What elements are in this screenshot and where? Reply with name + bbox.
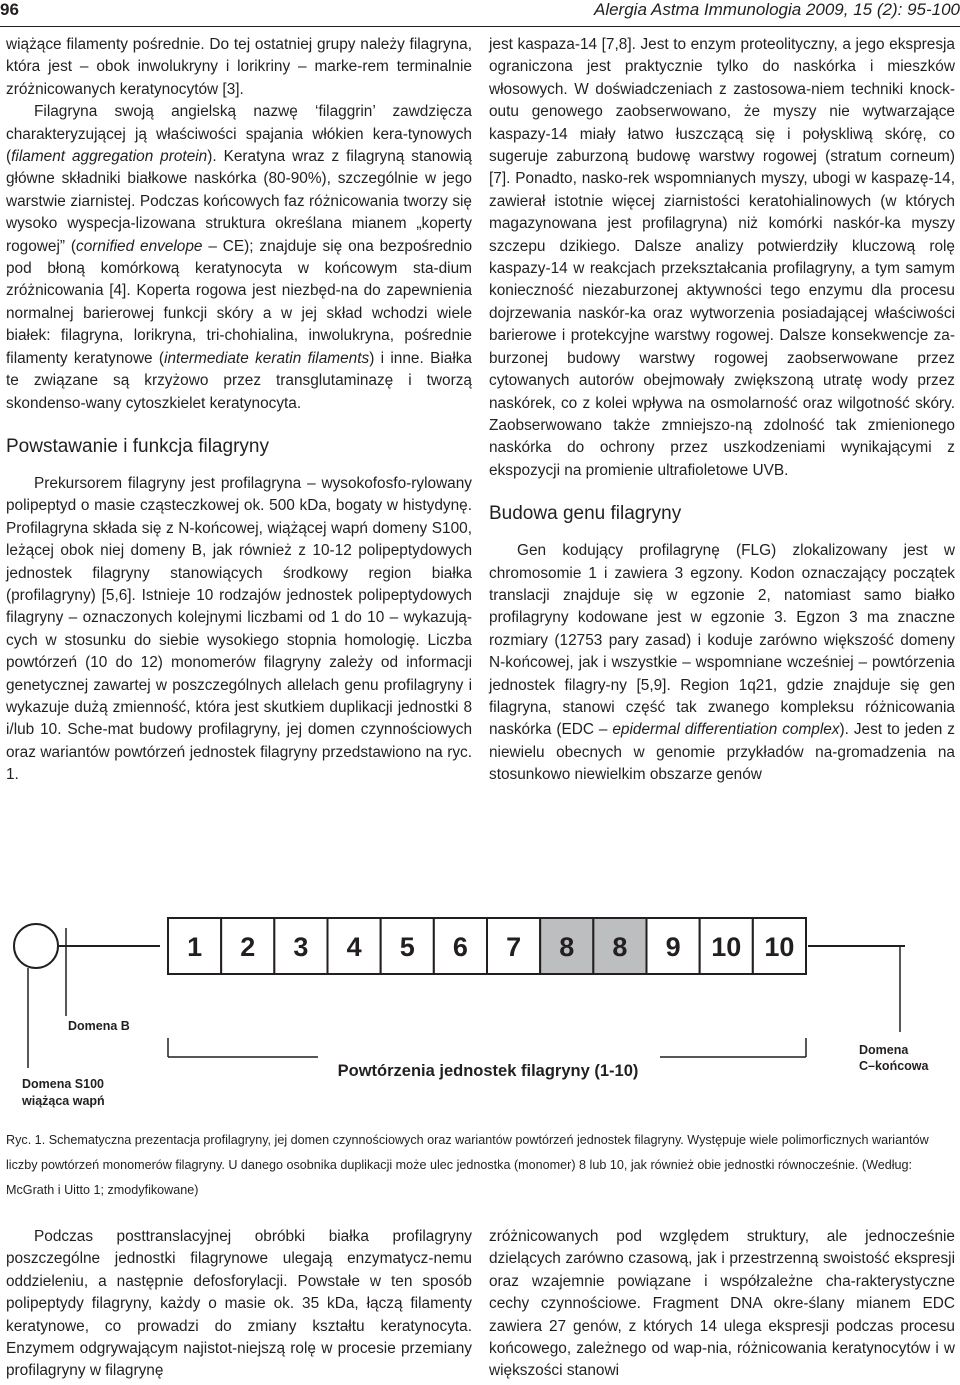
filaggrin-unit-label: 8 [612, 932, 628, 962]
section-heading: Budowa genu filagryny [489, 503, 682, 525]
paragraph: Prekursorem filagryny jest profilagryna – wysokofosfo-rylowany polipeptyd o masie cząsteczkowej ok. 500 kDa, bogaty w histydynę. Profilagryna składa się z N-końcowej, wiążącej wapń domeny S100, leżącej obok niej domeny B, jak również z 10-12 polipeptydowych jednostek filagryny stanowiących środkowy region białka (profilagryny) [5,6]. Istnieje 10 rodzajów jednostek polipeptydowych filagryny – oznaczonych kolejnymi liczbami od 1 do 10 – wykazują-cych w stosunku do siebie wysokiego stopnia homologię. Liczba powtórzeń (10 do 12) monomerów filagryny zależy od informacji genetycznej zawartej w poszczególnych allelach genu profilagryny i wykazuje dużą zmienność, która jest skutkiem duplikacji jednostki 8 i/lub 10. Sche-mat budowy profilagryny, jej domen czynnościowych oraz wariantów powtórzeń jednostek filagryny przedstawiono na ryc. 1. [6, 474, 472, 784]
left-column-top [6, 34, 472, 787]
filaggrin-unit-label: 5 [399, 932, 415, 962]
figure-caption: Ryc. 1. Schematyczna prezentacja profilagryny, jej domen czynnościowych oraz wariantów powtórzeń jednostek filagryny. Występuje wiele polimorficznych wariantów liczby powtórzeń monomerów filagryny. U danego osobnika duplikacji może ulec jednostka (monomer) 8 lub 10, jak również obie jednostki równocześnie. (Według: McGrath i Uitto 1; zmodyfikowane) [6, 1133, 929, 1197]
filaggrin-units [168, 918, 806, 974]
profilaggrin-diagram [0, 902, 960, 1122]
figure-profilaggrin-schema [0, 902, 960, 1122]
header-rule [0, 26, 960, 27]
paragraph: wiążące filamenty pośrednie. Do tej ostatniej grupy należy filagryna, która jest – obok inwolukryny i lorikriny – marke-rem terminalnie zróżnicowanych keratynocytów [3]. [6, 36, 472, 98]
filaggrin-unit-label: 6 [452, 932, 468, 962]
filaggrin-unit-label: 1 [187, 932, 203, 962]
filaggrin-unit-label: 9 [665, 932, 681, 962]
paragraph: Podczas posttranslacyjnej obróbki białka profilagryny poszczególne jednostki filagrynowe ulegają enzymatycz-nemu oddzieleniu, a następnie defosforylacji. Powstałe w ten sposób polipeptydy filagryny, każdy o masie ok. 35 kDa, łączą filamenty keratynowe, co prowadzi do zmiany kształtu keratynocyta. Enzymem odgrywającym najistot-niejszą rolę w procesie przemiany profilagryny w filagrynę [6, 1228, 472, 1380]
paragraph: jest kaspaza-14 [7,8]. Jest to enzym proteolityczny, a jego ekspresja ograniczona jest praktycznie tylko do naskórka i mieszków włosowych. W doświadczeniach z zastosowa-niem techniki knock-outu genowego zaobserwowano, że myszy nie wytwarzające kaspazy-14 miały łatwo łuszczącą się i połyskliwą skórę, co sugeruje zaburzoną budowę warstwy rogowej (stratum corneum) [7]. Ponadto, nasko-rek wspomnianych myszy, ubogi w kaspazę-14, zawierał istotnie więcej ziarnistości keratohialinowych (w których magazynowana jest profilagryna) niż komórki naskór-ka myszy szczepu dzikiego. Dalsze analizy potwierdziły kluczową rolę kaspazy-14 w reakcjach przekształcania profilagryny, a tym samym konieczność niezaburzonej aktywności tego enzymu dla procesu dojrzewania naskór-ka oraz wytworzenia posiadającej właściwości barierowe i protekcyjne warstwy rogowej. Dalsze konsekwencje za-burzonej budowy warstwy rogowej zaobserwowane przez cytowanych autorów obejmowały zwiększoną utratę wody przez naskórek, co z kolei wpływa na osmolarność oraz wilgotność skóry. Zaobserwowano także zmniejszo-ną zdolność tak zmienionego naskórka do ochrony przez uszkodzeniami wynikającymi z ekspozycji na promienie ultrafioletowe UVB. [489, 36, 955, 479]
paragraph: Gen kodujący profilagrynę (FLG) zlokalizowany jest w chromosomie 1 i zawiera 3 egzony. Kodon oznaczający początek translacji znajduje się w egzonie 2, natomiast samo białko profilagryny kodowane jest w egzonie 3. Egzon 3 ma znaczne rozmiary (12753 pary zasad) i koduje zarówno większość domeny N-końcowej, jak i wszystkie – wspomniane wcześniej – powtórzenia jednostek filagry-ny [5,9]. Region 1q21, gdzie znajduje się gen filagryna, stanowi część tak zwanego kompleksu różnicowania naskórka (EDC – epidermal differentiation complex). Jest to jeden z niewielu obecnych w genomie przykładów na-gromadzenia na stosunkowo niewielkim obszarze genów [489, 542, 955, 784]
filaggrin-unit-label: 3 [293, 932, 309, 962]
label-repeats: Powtórzenia jednostek filagryny (1-10) [337, 1062, 639, 1080]
filaggrin-unit-label: 8 [559, 932, 575, 962]
right-column-top [489, 34, 955, 787]
label-c-domain-line2: C–końcowa [859, 1059, 929, 1073]
s100-domain-circle [14, 924, 58, 968]
label-domain-b: Domena B [68, 1019, 130, 1033]
page-number: 96 [0, 0, 19, 19]
journal-reference: Alergia Astma Immunologia 2009, 15 (2): 95-100 [593, 0, 960, 19]
right-column-bottom [489, 1226, 955, 1383]
label-s100-line1: Domena S100 [22, 1077, 104, 1091]
filaggrin-unit-label: 7 [506, 932, 522, 962]
paragraph: Filagryna swoją angielską nazwę ‘filaggrin’ zawdzięcza charakteryzującej ją właściwości spajania włókien kera-tynowych (filament aggregation protein). Keratyna wraz z filagryną stanowią główne składniki białkowe naskórka (80-90%), szczególnie w jego warstwie ziarnistej. Podczas końcowych faz różnicowania tworzy się wysoko wyspecja-lizowana struktura określana mianem „koperty rogowej” (cornified envelope – CE); znajduje się ona bezpośrednio pod błoną komórkową keratynocyta w końcowym sta-dium zróżnicowania [4]. Koperta rogowa jest niezbęd-na do zapewnienia normalnej barierowej funkcji skóry a w jej skład wchodzi wiele białek: filagryna, lorikryna, tri-chohialina, inwolukryna, pośrednie filamenty keratynowe (intermediate keratin filaments) i inne. Białka te związane są krzyżowo przez transglutaminazę i tworzą skondenso-wany cytoszkielet keratynocyta. [6, 103, 473, 412]
filaggrin-unit-label: 4 [346, 932, 362, 962]
section-heading: Powstawanie i funkcja filagryny [6, 435, 269, 457]
paragraph: zróżnicowanych pod względem struktury, ale jednocześnie dzielących zarówno czasową, jak i przestrzenną swoistość ekspresji oraz wzajemnie powiązane i współzależne cha-rakterystyczne cechy czynnościowe. Fragment DNA okre-ślany mianem EDC zawiera 27 genów, z których 14 ulega ekspresji podczas procesu końcowego, zależnego od wap-nia, różnicowania keratynocytów i w większości stanowi [489, 1228, 955, 1380]
label-s100-line2: wiążąca wapń [22, 1094, 105, 1108]
left-column-bottom [6, 1226, 472, 1383]
filaggrin-unit-label: 10 [711, 932, 742, 962]
label-c-domain-line1: Domena [859, 1043, 909, 1057]
filaggrin-unit-label: 2 [240, 932, 256, 962]
filaggrin-unit-label: 10 [764, 932, 795, 962]
